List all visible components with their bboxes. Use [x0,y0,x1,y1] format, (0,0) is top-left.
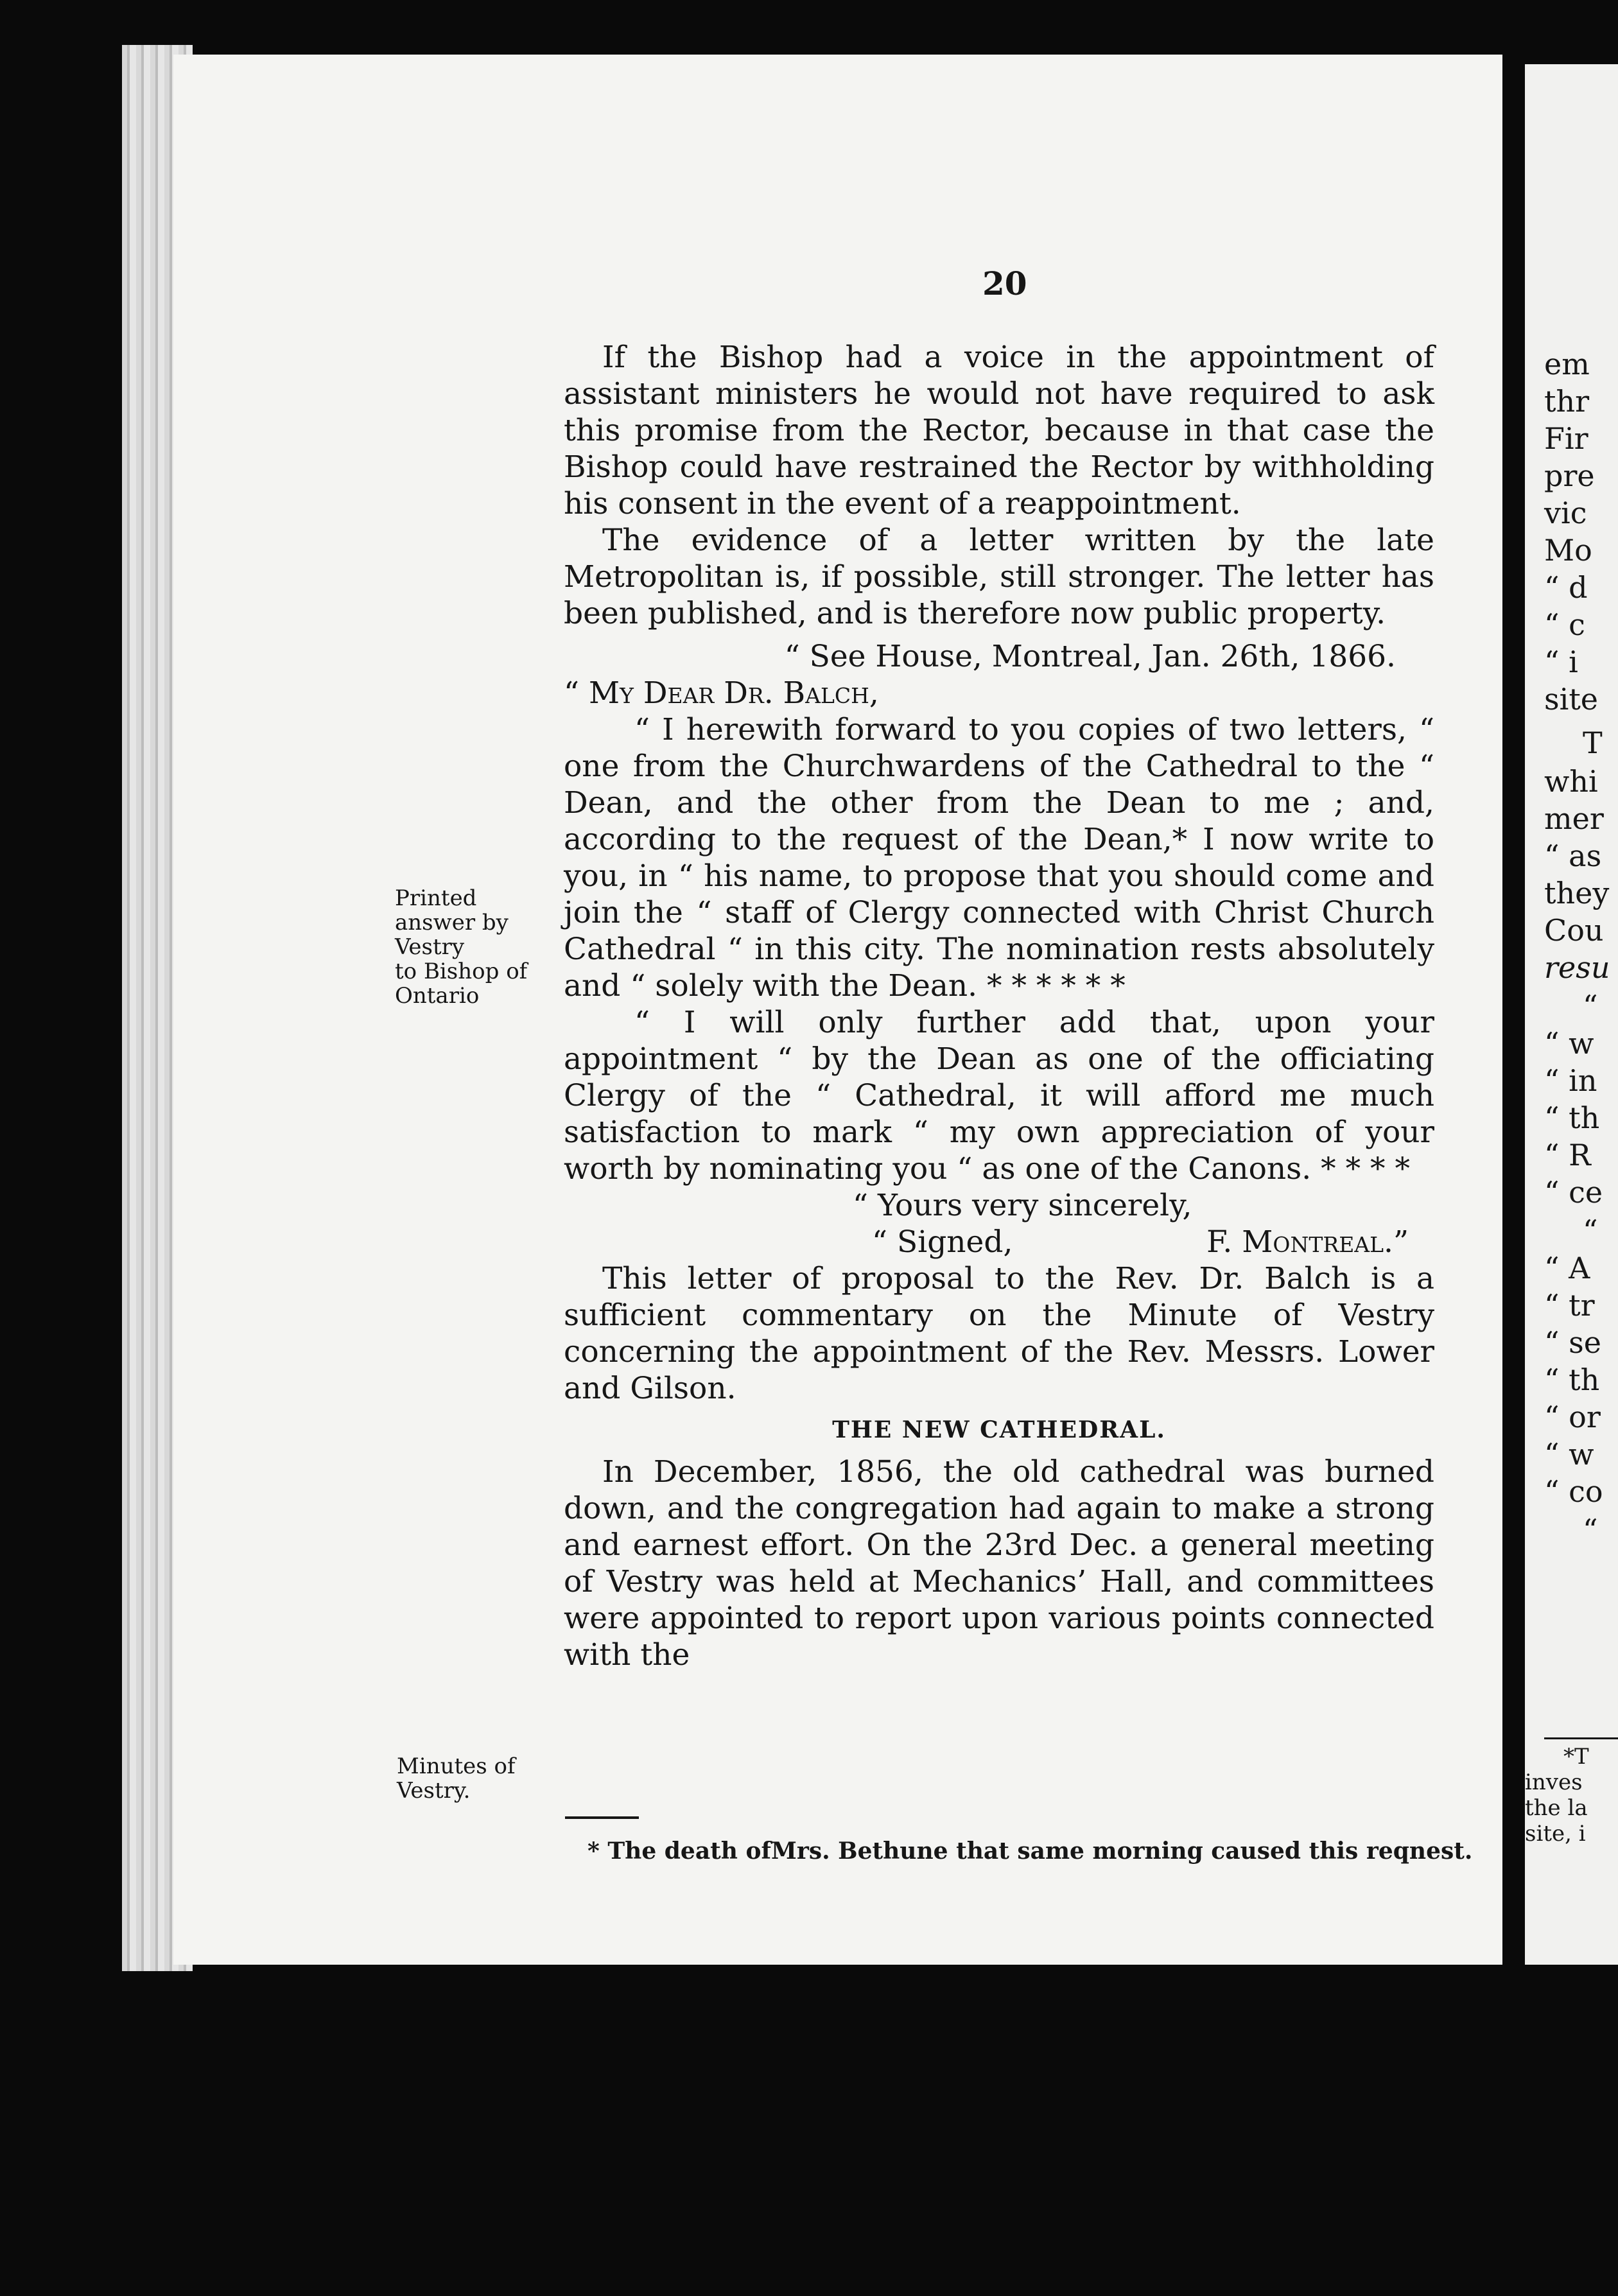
fragment-line: “ [1583,989,1598,1023]
fragment-line: Mo [1544,533,1592,568]
fragment-line: “ or [1544,1400,1601,1434]
margin-note-line: Printed [395,885,477,911]
fragment-line: “ w [1544,1026,1594,1061]
paragraph: In December, 1856, the old cathedral was burned down, and the congregation had again to make a strong and earnest effort. On the 23rd Dec. a general meeting of Vestry was held at Mechanics’ Hall, and committees were appointed to report upon various points connected with the [564,1454,1434,1673]
fragment-line: “ A [1544,1251,1590,1285]
fragment-line: “ th [1544,1362,1600,1397]
margin-note-line: Ontario [395,983,480,1009]
adjacent-page-fragment [1525,64,1618,1965]
fragment-footnote-line: the la [1525,1795,1588,1821]
margin-note-printed-answer [395,886,527,1008]
paragraph: The evidence of a letter written by the late Metropolitan is, if possible, still stronger. The letter has been published, and is therefore now public property. [564,523,1434,631]
letter-body [564,711,1434,1187]
fragment-line: “ c [1544,607,1585,642]
paragraph: This letter of proposal to the Rev. Dr. Balch is a sufficient commentary on the Minute of Vestry concerning the appointment of the Rev. Messrs. Lower and Gilson. [564,1261,1434,1406]
fragment-line: em [1544,347,1590,381]
fragment-line: “ co [1544,1474,1603,1509]
letter-dateline: “ See House, Montreal, Jan. 26th, 1866. [784,639,1396,674]
section-heading: THE NEW CATHEDRAL. [832,1416,1166,1443]
fragment-line: whi [1544,764,1598,799]
fragment-line: “ ce [1544,1175,1603,1210]
fragment-line: “ i [1544,645,1578,679]
fragment-line: “ se [1544,1325,1601,1360]
letter-signed: “ Signed, [872,1224,1013,1260]
fragment-footnote-line: site, i [1525,1821,1586,1847]
letter-paragraph: “ I will only further add that, upon your appointment “ by the Dean as one of the officiating Clergy of the “ Cathedral, it will afford me much satisfaction to mark “ my own appreciation of your worth by nominating you “ as one of the Canons. * * * * [564,1005,1434,1187]
margin-note-line: Vestry. [397,1778,471,1804]
letter-salutation: “ My Dear Dr. Balch, [564,675,879,711]
fragment-line: pre [1544,458,1595,493]
fragment-line: “ R [1544,1138,1591,1172]
fragment-footnote-line: inves [1525,1770,1583,1795]
margin-note-line: Vestry [395,934,465,960]
fragment-line: “ as [1544,839,1602,873]
margin-note-line: answer by [395,910,509,935]
letter-signature-line [564,1224,1434,1260]
fragment-line: T [1583,726,1603,760]
margin-note-line: Minutes of [397,1753,516,1779]
fragment-line: Cou [1544,913,1604,948]
fragment-line: “ tr [1544,1288,1595,1323]
page-number: 20 [982,265,1027,302]
letter-closing: “ Yours very sincerely, [853,1188,1192,1223]
fragment-line: resu [1544,950,1610,985]
paragraph: If the Bishop had a voice in the appointment of assistant ministers he would not have required to ask this promise from the Rector, because in that case the Bishop could have restrained the Rector by withholding his consent in the event of a reappointment. [564,340,1434,521]
main-text [564,339,1434,1673]
footnote-rule [565,1816,639,1819]
margin-note-minutes [397,1754,516,1803]
margin-note-line: to Bishop of [395,959,528,984]
fragment-line: vic [1544,496,1587,530]
fragment-line: site [1544,682,1599,717]
fragment-footnote-line: *T [1563,1744,1589,1770]
fragment-line: mer [1544,801,1604,836]
fragment-line: “ [1583,1513,1598,1547]
footnote: * The death ofMrs. Bethune that same morning caused this reqnest. [587,1838,1473,1865]
fragment-line: they [1544,876,1610,910]
fragment-line: “ w [1544,1437,1594,1472]
letter-signature: F. Montreal.” [1206,1224,1409,1260]
fragment-line: “ th [1544,1100,1600,1135]
fragment-line: “ d [1544,570,1588,605]
fragment-footnote-rule [1544,1737,1618,1739]
fragment-line: “ [1583,1213,1598,1248]
letter-paragraph: “ I herewith forward to you copies of two letters, “ one from the Churchwardens of the Cathedral to the “ Dean, and the other from the Dean to me ; and, according to the request of the Dean,* I now write to you, in “ his name, to propose that you should come and join the “ staff of Clergy connected with Christ Church Cathedral “ in this city. The nomination rests absolutely and “ solely with the Dean. * * * * * * [564,712,1434,1004]
fragment-line: Fir [1544,421,1588,456]
fragment-line: “ in [1544,1063,1597,1098]
fragment-line: thr [1544,384,1590,419]
